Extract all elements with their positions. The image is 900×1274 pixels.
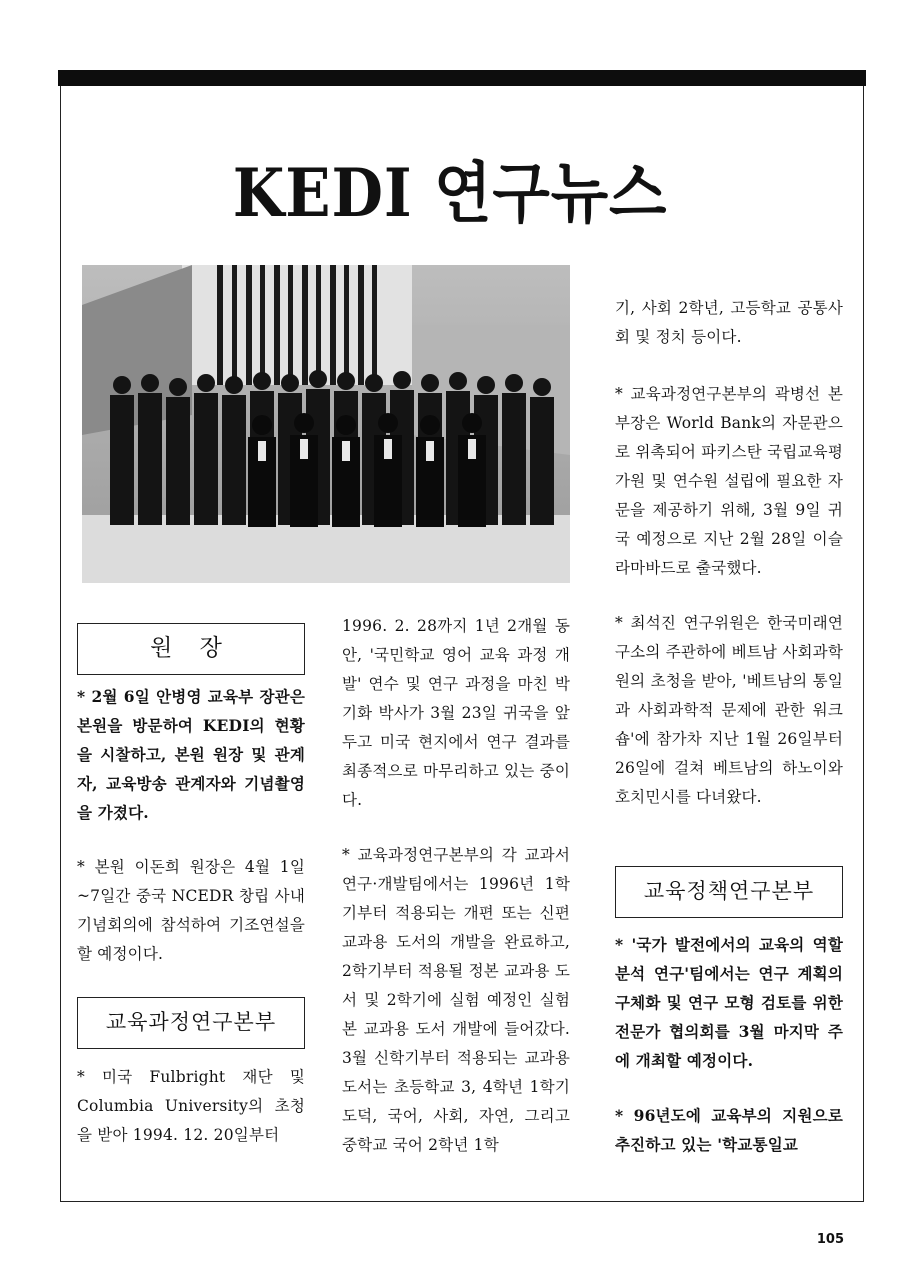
page-title: KEDI 연구뉴스 [232,154,668,232]
column-1 [77,682,305,995]
column-2 [342,612,570,1186]
news-item: * 96년도에 교육부의 지원으로 추진하고 있는 '학교통일교 [615,1106,843,1154]
top-rule [58,70,866,86]
page-number: 105 [816,1232,844,1247]
section-heading-curriculum: 교육과정연구본부 [77,997,305,1049]
column-3 [615,294,843,838]
news-item: * '국가 발전에서의 교육의 역할 분석 연구'팀에서는 연구 계획의 구체화 및 연구 모형 검토를 위한 전문가 협의회를 3월 마지막 주에 개최할 예정이다. [615,935,843,1070]
news-item: * 미국 Fulbright 재단 및 Columbia University의 초청을 받아 1994. 12. 20일부터 [77,1068,305,1144]
news-item: * 교육과정연구본부의 곽병선 본부장은 World Bank의 자문관으로 위촉되어 파키스탄 국립교육평가원 및 연수원 설립에 필요한 자문을 제공하기 위해, 3월 9일 귀국 예정으로 지난 2월 28일 이슬라마바드로 출국했다. [615,385,843,577]
column-1-continued [77,1063,305,1176]
news-item: * 최석진 연구위원은 한국미래연구소의 주관하에 베트남 사회과학원의 초청을 받아, '베트남의 통일과 사회과학적 문제에 관한 워크숍'에 참가차 지난 1월 26일부터 26일에 걸쳐 베트남의 하노이와 호치민시를 다녀왔다. [615,614,843,806]
news-item: * 교육과정연구본부의 각 교과서 연구·개발팀에서는 1996년 1학기부터 적용되는 개편 또는 신편 교과용 도서의 개발을 완료하고, 2학기부터 적용될 정본 교과용 도서 및 2학기에 실험 예정인 실험본 교과용 도서 개발에 들어갔다. 3월 신학기부터 적용되는 교과용 도서는 초등학교 3, 4학년 1학기 도덕, 국어, 사회, 자연, 그리고 중학교 국어 2학년 1학 [342,846,570,1154]
news-item: * 본원 이돈희 원장은 4월 1일~7일간 중국 NCEDR 창립 사내 기념회의에 참석하여 기조연설을 할 예정이다. [77,858,305,963]
group-photo [82,265,570,583]
section-heading-policy: 교육정책연구본부 [615,866,843,918]
section-heading-director: 원 장 [77,623,305,675]
news-item: 1996. 2. 28까지 1년 2개월 동안, '국민학교 영어 교육 과정 개발' 연수 및 연구 과정을 마친 박기화 박사가 3월 23일 귀국을 앞두고 미국 현지에서 연구 결과를 최종적으로 마무리하고 있는 중이다. [342,617,570,809]
news-item: * 2월 6일 안병영 교육부 장관은 본원을 방문하여 KEDI의 현황을 시찰하고, 본원 원장 및 관계자, 교육방송 관계자와 기념촬영을 가졌다. [77,687,305,822]
column-3-continued [615,930,843,1185]
news-item: 기, 사회 2학년, 고등학교 공통사회 및 정치 등이다. [615,299,843,346]
